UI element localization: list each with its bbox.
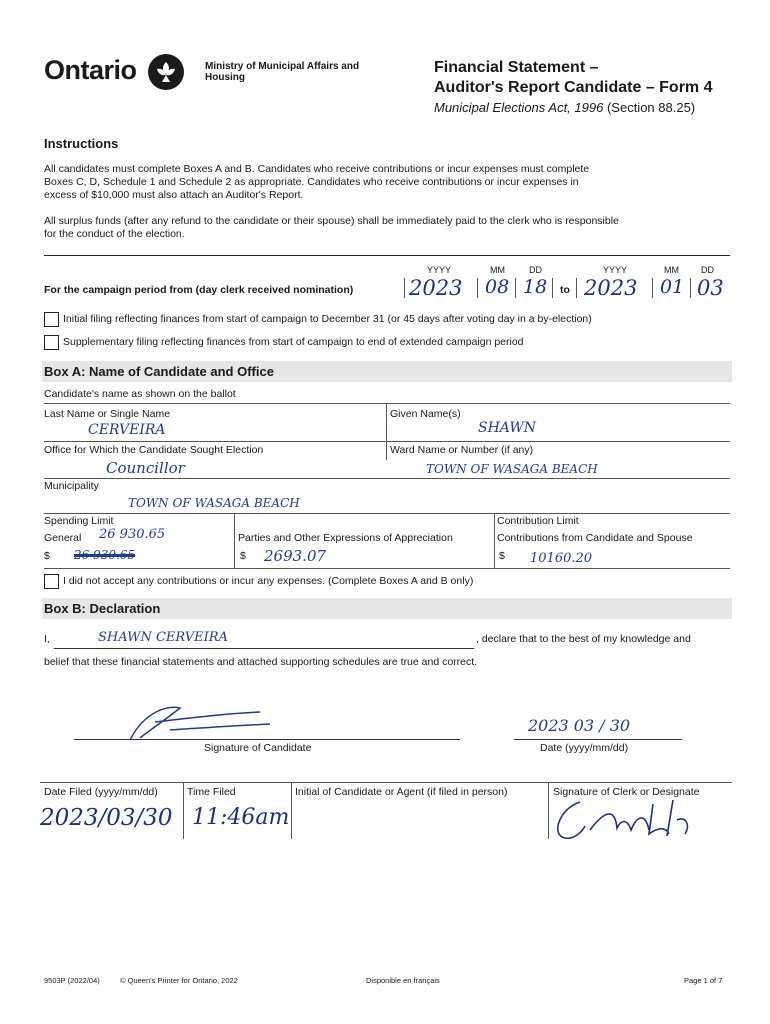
belief-text: belief that these financial statements and attached supporting schedules are true and correct. bbox=[44, 656, 478, 668]
divider bbox=[44, 255, 730, 256]
to-dd-caption: DD bbox=[701, 265, 714, 275]
supplementary-filing-checkbox[interactable] bbox=[44, 335, 59, 350]
office-label: Office for Which the Candidate Sought Election bbox=[44, 444, 264, 456]
municipality-value[interactable]: TOWN OF WASAGA BEACH bbox=[128, 496, 300, 510]
column-divider bbox=[494, 514, 495, 568]
period-separator bbox=[477, 278, 478, 298]
period-separator bbox=[552, 278, 553, 298]
date-line bbox=[514, 739, 682, 740]
from-yyyy-caption: YYYY bbox=[427, 265, 452, 275]
declarant-name-value[interactable]: SHAWN CERVEIRA bbox=[98, 630, 228, 645]
divider bbox=[44, 513, 730, 514]
to-mm-caption: MM bbox=[664, 265, 679, 275]
parties-value[interactable]: 2693.07 bbox=[264, 547, 327, 565]
to-yyyy-caption: YYYY bbox=[603, 265, 628, 275]
copyright: © Queen's Printer for Ontario, 2022 bbox=[120, 976, 238, 985]
trillium-logo-icon bbox=[148, 54, 184, 90]
ward-label: Ward Name or Number (if any) bbox=[390, 444, 534, 456]
given-name-label: Given Name(s) bbox=[390, 408, 461, 420]
para1-line1: All candidates must complete Boxes A and B. Candidates who receive contributions or incur expenses must complete bbox=[44, 163, 590, 175]
general-label: General bbox=[44, 532, 82, 544]
divider bbox=[44, 441, 730, 442]
declaration-date-value[interactable]: 2023 03 / 30 bbox=[528, 716, 631, 735]
from-dd-caption: DD bbox=[529, 265, 542, 275]
para2-line2: for the conduct of the election. bbox=[44, 228, 185, 240]
period-separator bbox=[652, 278, 653, 298]
divider bbox=[44, 403, 730, 404]
from-mm-caption: MM bbox=[490, 265, 505, 275]
period-separator bbox=[404, 278, 405, 298]
ontario-logo-text: Ontario bbox=[44, 55, 137, 85]
signature-of-candidate-label: Signature of Candidate bbox=[204, 742, 312, 754]
time-filed-value[interactable]: 11:46am bbox=[192, 805, 290, 830]
instructions-paragraph-1 bbox=[44, 163, 704, 202]
divider bbox=[40, 782, 732, 783]
last-name-value[interactable]: CERVEIRA bbox=[88, 422, 166, 438]
period-separator bbox=[690, 278, 691, 298]
box-a-heading: Box A: Name of Candidate and Office bbox=[42, 361, 732, 382]
divider bbox=[44, 568, 730, 569]
contribution-limit-label: Contribution Limit bbox=[497, 515, 579, 527]
act-name: Municipal Elections Act, 1996 bbox=[434, 100, 604, 115]
date-filed-value[interactable]: 2023/03/30 bbox=[40, 805, 173, 831]
act-section: (Section 88.25) bbox=[606, 100, 696, 115]
to-day-value: 03 bbox=[697, 276, 724, 300]
date-label: Date (yyyy/mm/dd) bbox=[540, 742, 629, 754]
given-name-value[interactable]: SHAWN bbox=[478, 420, 536, 436]
contributions-dollar-sign: $ bbox=[499, 550, 505, 562]
spending-limit-label: Spending Limit bbox=[44, 515, 114, 527]
period-separator bbox=[515, 278, 516, 298]
time-filed-label: Time Filed bbox=[187, 786, 236, 798]
initial-label: Initial of Candidate or Agent (if filed in person) bbox=[295, 786, 508, 798]
page-number: Page 1 of 7 bbox=[684, 976, 723, 985]
para1-line3: excess of $10,000 must also attach an Auditor's Report. bbox=[44, 189, 304, 201]
declarant-line bbox=[54, 648, 474, 649]
from-year-value: 2023 bbox=[409, 276, 463, 300]
contributions-label: Contributions from Candidate and Spouse bbox=[497, 532, 693, 544]
signature-line bbox=[74, 739, 460, 740]
column-divider bbox=[234, 514, 235, 568]
candidate-name-caption: Candidate's name as shown on the ballot bbox=[44, 388, 236, 400]
form-title-line2: Auditor's Report Candidate – Form 4 bbox=[434, 79, 713, 96]
period-separator bbox=[576, 278, 577, 298]
declaration-text: , declare that to the best of my knowledge and bbox=[476, 633, 691, 645]
clerk-signature-icon[interactable] bbox=[545, 790, 705, 850]
contributions-value[interactable]: 10160.20 bbox=[530, 551, 593, 566]
general-value: 26 930.65 bbox=[99, 527, 166, 542]
column-divider bbox=[386, 404, 387, 460]
no-contributions-label: I did not accept any contributions or incur any expenses. (Complete Boxes A and B only) bbox=[63, 575, 474, 587]
date-filed-label: Date Filed (yyyy/mm/dd) bbox=[44, 786, 158, 798]
parties-dollar-sign: $ bbox=[240, 550, 246, 562]
initial-filing-label: Initial filing reflecting finances from start of campaign to December 31 (or 45 days after voting day in a by-election) bbox=[63, 313, 592, 325]
municipality-label: Municipality bbox=[44, 480, 99, 492]
para1-line2: Boxes C, D, Schedule 1 and Schedule 2 as appropriate. Candidates who receive contributions or incur expenses in bbox=[44, 176, 579, 188]
french-availability: Disponible en français bbox=[366, 976, 440, 985]
ministry-name: Ministry of Municipal Affairs and Housing bbox=[205, 61, 360, 83]
instructions-paragraph-2 bbox=[44, 215, 704, 241]
to-month-value: 01 bbox=[660, 276, 685, 298]
general-amount-struck[interactable]: 26 930.65 bbox=[74, 548, 136, 562]
initial-filing-checkbox[interactable] bbox=[44, 312, 59, 327]
parties-label: Parties and Other Expressions of Appreciation bbox=[238, 532, 453, 544]
campaign-period-label: For the campaign period from (day clerk received nomination) bbox=[44, 284, 354, 296]
from-month-value: 08 bbox=[485, 276, 510, 298]
divider bbox=[44, 478, 730, 479]
form-code: 9503P (2022/04) bbox=[44, 976, 100, 985]
to-label: to bbox=[560, 284, 570, 296]
column-divider bbox=[291, 783, 292, 839]
ward-value[interactable]: TOWN OF WASAGA BEACH bbox=[426, 462, 598, 476]
declaration-i-label: I, bbox=[44, 633, 50, 645]
last-name-label: Last Name or Single Name bbox=[44, 408, 171, 420]
clerk-signature-label: Signature of Clerk or Designate bbox=[553, 786, 700, 798]
act-reference bbox=[434, 100, 695, 115]
para2-line1: All surplus funds (after any refund to the candidate or their spouse) shall be immediately paid to the clerk who is responsible bbox=[44, 215, 619, 227]
form-title-line1: Financial Statement – bbox=[434, 59, 599, 76]
column-divider bbox=[183, 783, 184, 839]
instructions-heading: Instructions bbox=[44, 136, 119, 151]
office-value[interactable]: Councillor bbox=[106, 459, 185, 477]
general-dollar-sign: $ bbox=[44, 550, 50, 562]
box-b-heading: Box B: Declaration bbox=[42, 598, 732, 619]
supplementary-filing-label: Supplementary filing reflecting finances from start of campaign to end of extended campaign period bbox=[63, 336, 524, 348]
from-day-value: 18 bbox=[523, 276, 548, 298]
no-contributions-checkbox[interactable] bbox=[44, 574, 59, 589]
to-year-value: 2023 bbox=[584, 276, 638, 300]
